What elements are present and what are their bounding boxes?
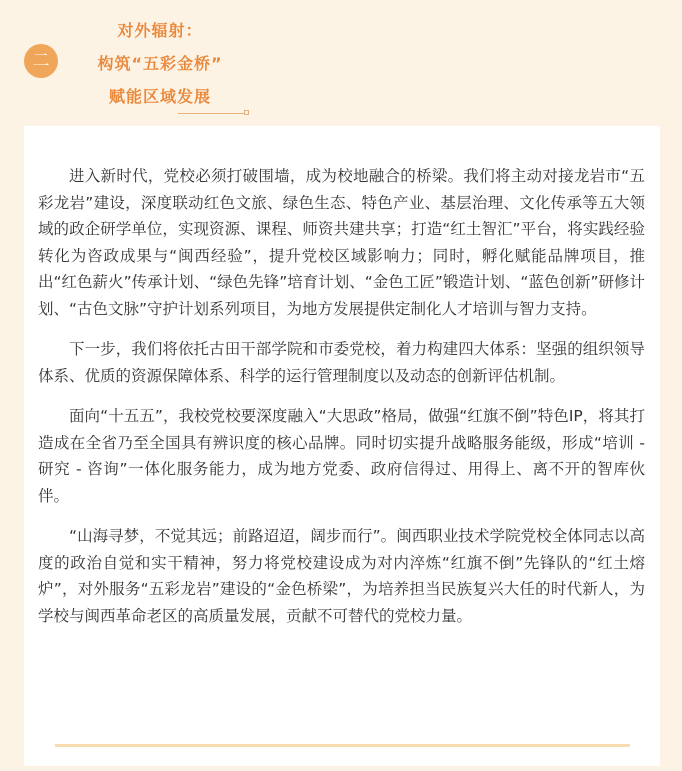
article-card — [24, 126, 660, 766]
section-title-line-1: 对外辐射： — [117, 21, 203, 40]
bottom-divider — [55, 744, 630, 747]
section-number-badge — [24, 44, 58, 78]
paragraph-1: 进入新时代，党校必须打破围墙，成为校地融合的桥梁。我们将主动对接龙岩市“五彩龙岩”建设，深度联动红色文旅、绿色生态、特色产业、基层治理、文化传承等五大领域的政企研学单位，实现资源、课程、师资共建共享；打造“红土智汇”平台，将实践经验转化为咨政成果与“闽西经验”，提升党校区域影响力；同时，孵化赋能品牌项目，推出“红色薪火”传承计划、“绿色先锋”培育计划、“金色工匠”锻造计划、“蓝色创新”研修计划、“古色文脉”守护计划系列项目，为地方发展提供定制化人才培训与智力支持。 — [38, 167, 645, 318]
section-number: 二 — [32, 50, 50, 71]
title-underline-ornament — [244, 110, 249, 115]
paragraph-3: 面向“十五五”，我校党校要深度融入“大思政”格局，做强“红旗不倒”特色IP，将其打造成在全省乃至全国具有辨识度的核心品牌。同时切实提升战略服务能级，形成“培训 - 研究 - 咨询”一体化服务能力，成为地方党委、政府信得过、用得上、离不开的智库伙伴。 — [38, 407, 645, 505]
paragraph-2: 下一步，我们将依托古田干部学院和市委党校，着力构建四大体系：坚强的组织领导体系、优质的资源保障体系、科学的运行管理制度以及动态的创新评估机制。 — [38, 340, 645, 385]
title-underline-divider — [178, 113, 244, 114]
article-body — [38, 163, 645, 643]
section-title-line-3: 赋能区域发展 — [108, 87, 211, 106]
section-header — [0, 0, 682, 125]
paragraph-4: “山海寻梦，不觉其远；前路迢迢，阔步而行”。闽西职业技术学院党校全体同志以高度的政治自觉和实干精神，努力将党校建设成为对内淬炼“红旗不倒”先锋队的“红土熔炉”，对外服务“五彩龙岩”建设的“金色桥梁”，为培养担当民族复兴大任的时代新人，为学校与闽西革命老区的高质量发展，贡献不可替代的党校力量。 — [38, 527, 645, 625]
section-title — [70, 14, 250, 113]
section-title-line-2: 构筑“五彩金桥” — [97, 54, 223, 73]
